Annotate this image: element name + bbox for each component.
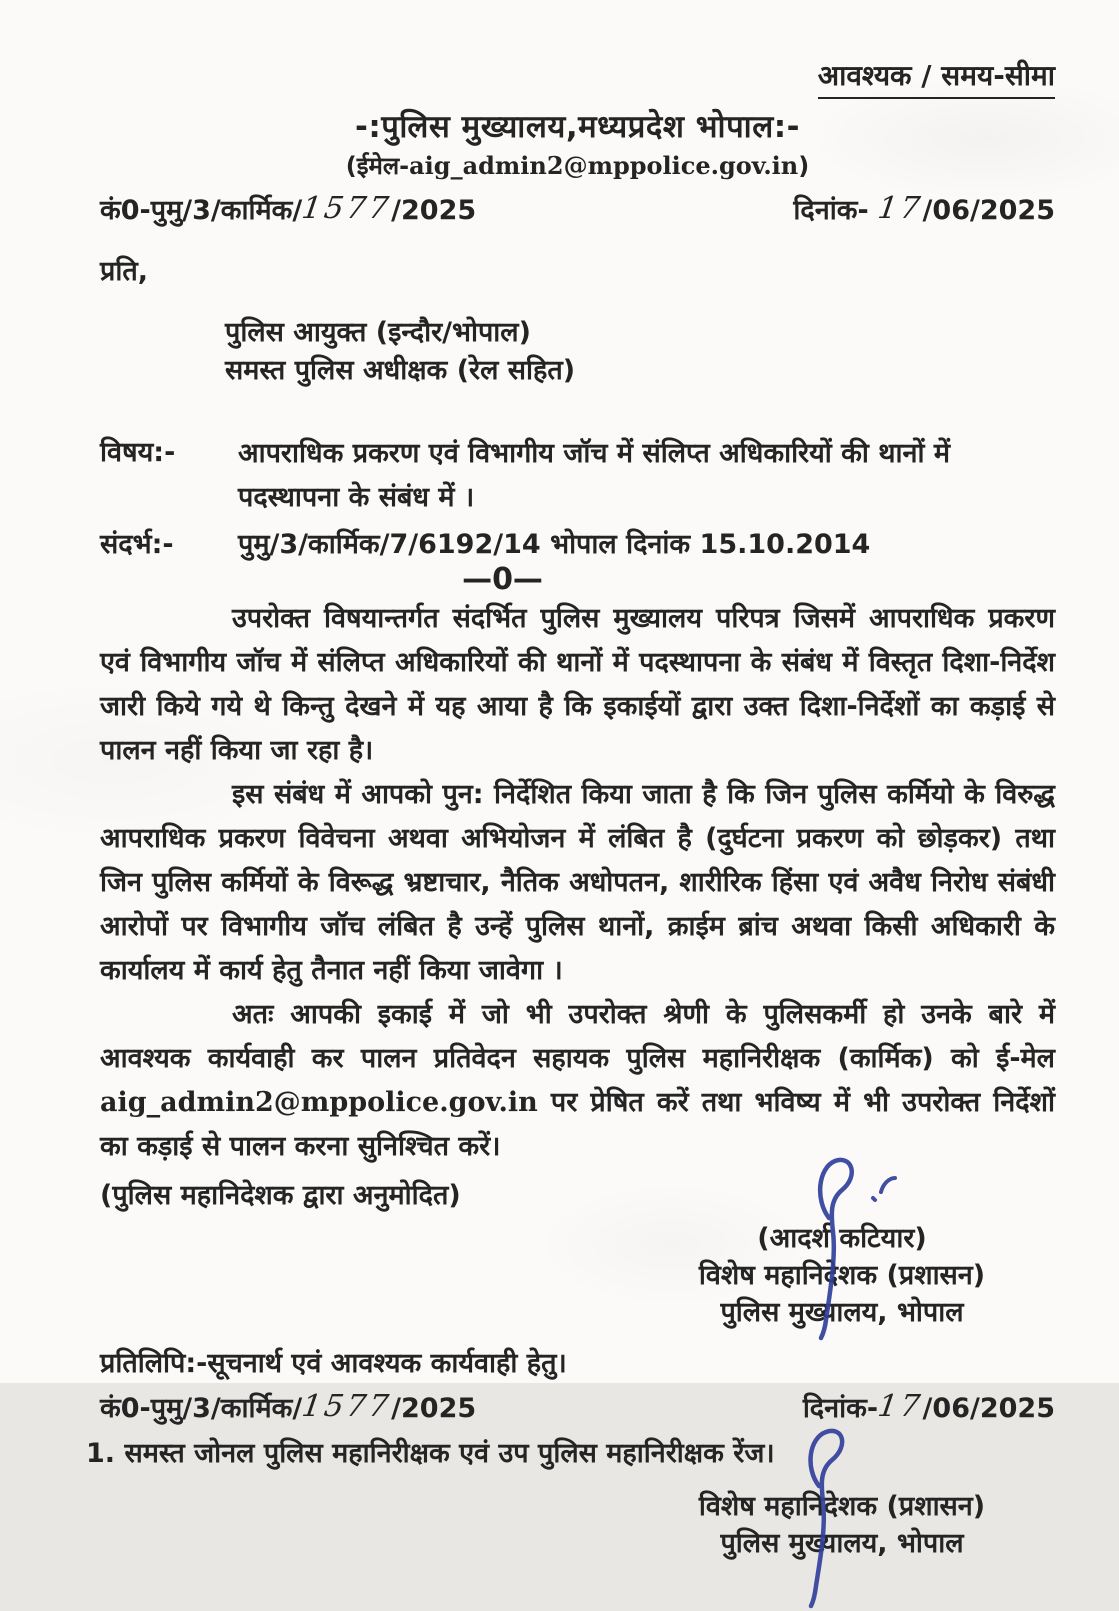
date-rest: /06/2025: [922, 195, 1055, 226]
reference-number: [100, 190, 476, 227]
reference-label: संदर्भ:-: [100, 529, 174, 560]
copy-recipient-1: 1. समस्त जोनल पुलिस महानिरीक्षक एवं उप पुलिस महानिरीक्षक रेंज।: [86, 1438, 775, 1469]
ref-suffix: /2025: [391, 195, 477, 226]
addressee-block: [225, 314, 1055, 390]
ref-prefix: कं0-पुमु/3/कार्मिक/: [100, 195, 303, 226]
addressee-line-2: समस्त पुलिस अधीक्षक (रेल सहित): [225, 355, 576, 386]
signatory-designation: विशेष महानिदेशक (प्रशासन): [698, 1260, 986, 1291]
email-suffix: ): [798, 152, 810, 180]
body-paragraph-2: इस संबंध में आपको पुन: निर्देशित किया जाता है कि जिन पुलिस कर्मियो के विरुद्ध आपराधिक प्रकरण विवेचना अथवा अभियोजन में लंबित है (दुर्घटना प्रकरण को छोड़कर) तथा जिन पुलिस कर्मियों के विरूद्ध भ्रष्टाचार, नैतिक अधोपतन, शारीरिक हिंसा एवं अवैध निरोध संबंधी आरोपों पर विभागीय जॉच लंबित है उन्हें पुलिस थानों, क्राईम ब्रांच अथवा किसी अधिकारी के कार्यालय में कार्य हेतु तैनात नहीं किया जावेगा ।: [100, 779, 1055, 986]
reference-row: [100, 524, 1055, 561]
subject-text: [238, 432, 950, 520]
body-paragraph-3: [100, 993, 1055, 1169]
letterhead-email-line: [100, 149, 1055, 182]
date-label: दिनांक-: [793, 195, 879, 226]
letterhead-title: -:पुलिस मुख्यालय,मध्यप्रदेश भोपाल:-: [354, 109, 800, 145]
copy-date-label: दिनांक-: [802, 1393, 879, 1424]
reference-number-row: [100, 190, 1055, 227]
copy-date-day-handwritten: 17: [875, 1389, 926, 1424]
to-label: प्रति,: [100, 256, 149, 287]
subject-label: विषय:-: [100, 437, 176, 468]
approved-by-line: (पुलिस महानिदेशक द्वारा अनुमोदित): [100, 1180, 461, 1211]
copy-reference-row: [100, 1388, 1055, 1425]
copy-date: [803, 1388, 1055, 1425]
copy-ref-suffix: /2025: [391, 1393, 477, 1424]
signatory2-office: पुलिस मुख्यालय, भोपाल: [720, 1528, 964, 1559]
priority-tag: [100, 56, 1055, 99]
section-divider: —0—: [462, 562, 543, 597]
priority-tag-text: आवश्यक / समय-सीमा: [818, 56, 1055, 99]
copy-ref-prefix: कं0-पुमु/3/कार्मिक/: [100, 1393, 303, 1424]
signatory-name: (आदर्श कटियार): [757, 1223, 927, 1254]
date-day-handwritten: 17: [875, 191, 926, 226]
signatory2-designation: विशेष महानिदेशक (प्रशासन): [698, 1491, 986, 1522]
ref-number-handwritten: 1577: [299, 191, 394, 226]
addressee-line-1: पुलिस आयुक्त (इन्दौर/भोपाल): [225, 317, 531, 348]
signature-block-2: [677, 1488, 1007, 1562]
email-prefix: (ईमेल-: [345, 152, 410, 180]
copy-reference-number: [100, 1388, 476, 1425]
subject-line-1: आपराधिक प्रकरण एवं विभागीय जॉच में संलिप्त अधिकारियों की थानों में: [238, 438, 951, 469]
signature-block-1: [677, 1220, 1007, 1331]
letterhead-email: aig_admin2@mppolice.gov.in: [409, 151, 799, 180]
para3-text-before: अतः आपकी इकाई में जो भी उपरोक्त श्रेणी के पुलिसकर्मी हो उनके बारे में आवश्यक कार्यवाही कर पालन प्रतिवेदन सहायक पुलिस महानिरीक्षक (कार्मिक) को ई-मेल: [100, 999, 1055, 1074]
body-paragraph-1: उपरोक्त विषयान्तर्गत संदर्भित पुलिस मुख्यालय परिपत्र जिसमें आपराधिक प्रकरण एवं विभागीय जॉच में संलिप्त अधिकारियों की थानों में पदस्थापना के संबंध में विस्तृत दिशा-निर्देश जारी किये गये थे किन्तु देखने में यह आया है कि इकाईयों द्वारा उक्त दिशा-निर्देशों का कड़ाई से पालन नहीं किया जा रहा है।: [100, 603, 1055, 766]
copy-to-heading: प्रतिलिपि:-सूचनार्थ एवं आवश्यक कार्यवाही हेतु।: [100, 1348, 567, 1379]
letter-date: [793, 190, 1055, 227]
copy-date-rest: /06/2025: [922, 1393, 1055, 1424]
copy-ref-number-handwritten: 1577: [299, 1389, 394, 1424]
subject-line-2: पदस्थापना के संबंध में ।: [238, 482, 475, 513]
para3-email: aig_admin2@mppolice.gov.in: [100, 1087, 551, 1118]
subject-row: [100, 432, 1055, 520]
para3-text-after: पर प्रेषित करें तथा भविष्य में भी उपरोक्त निर्देशों का कड़ाई से पालन करना सुनिश्चित करें।: [100, 1087, 1055, 1162]
reference-text: पुमु/3/कार्मिक/7/6192/14 भोपाल दिनांक 15.10.2014: [238, 529, 871, 560]
signatory-office: पुलिस मुख्यालय, भोपाल: [720, 1297, 964, 1328]
